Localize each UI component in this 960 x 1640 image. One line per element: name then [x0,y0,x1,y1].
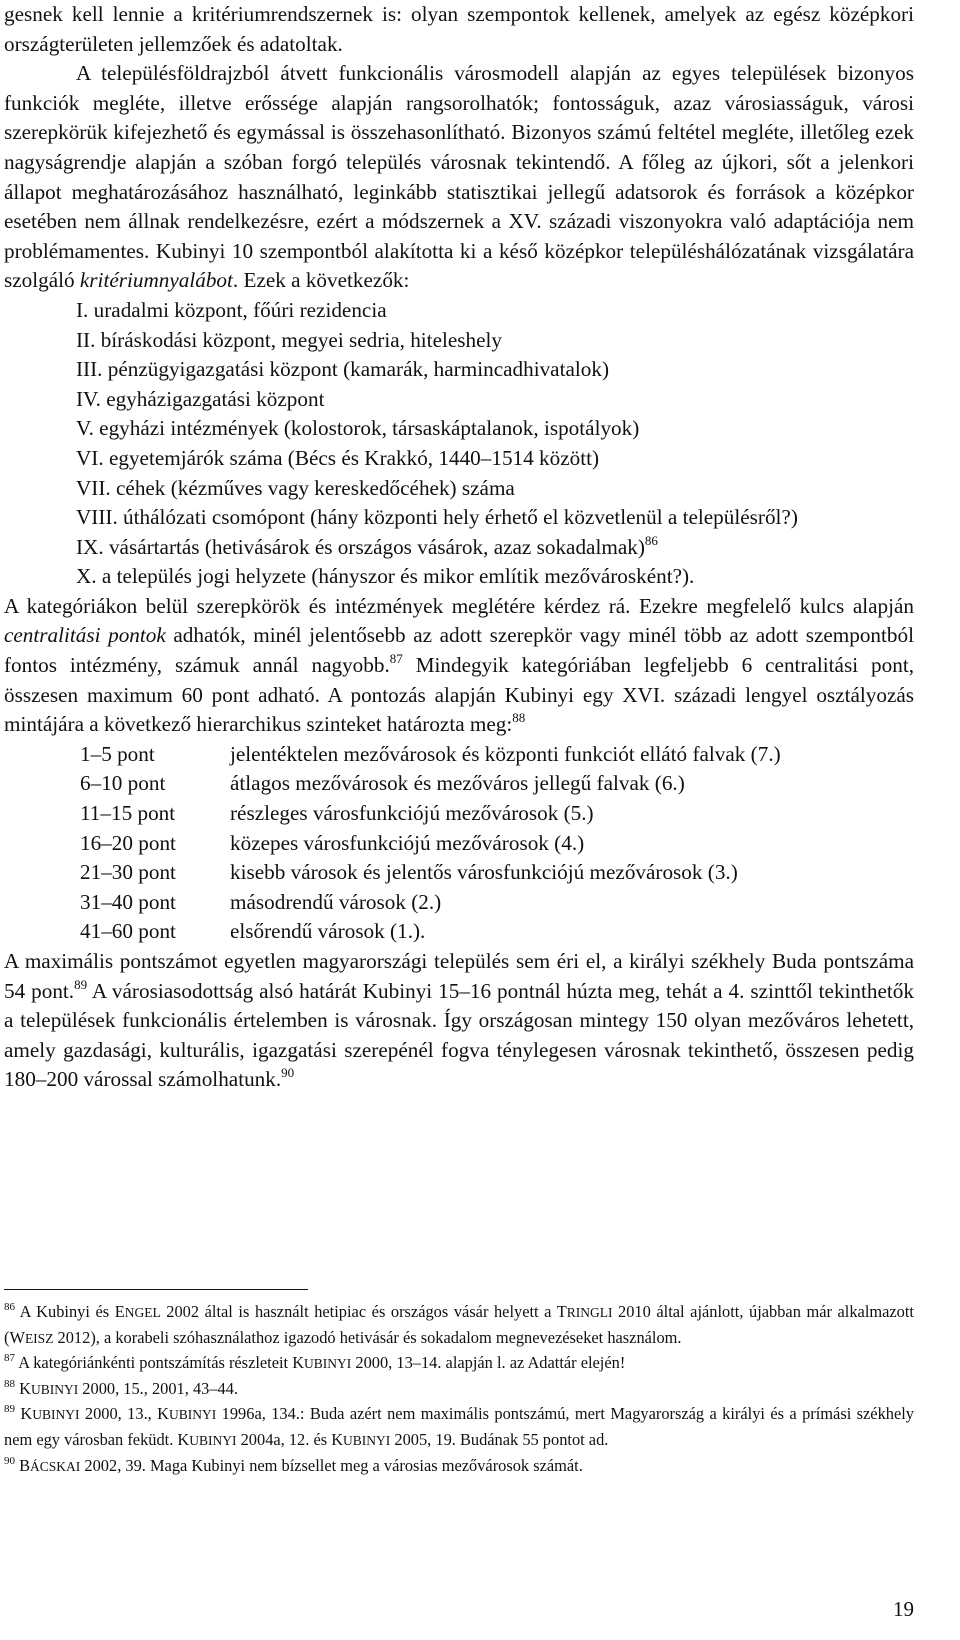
footnote-text: 2002, 39. Maga Kubinyi nem bízsellet meg a városias mezővárosok számát. [80,1455,583,1475]
footnote-86 [4,1300,914,1351]
footnote-text: A kategóriánkénti pontszámítás részleteit K [18,1353,305,1373]
criterion-item: VII. céhek (kézműves vagy kereskedőcéhek) száma [76,475,515,500]
author-smallcaps: UBINYI [189,1432,237,1448]
level-description: elsőrendű városok (1.). [230,919,426,944]
footnote-text: 2000, 13–14. alapján l. az Adattár elején! [351,1353,626,1373]
footnote-number: 86 [4,1301,15,1313]
criterion-item [4,533,914,563]
footnote-separator [4,1289,308,1290]
paragraph-3-text-a: A kategóriákon belül szerepkörök és intézmények meglétére kérdez rá. Ezekre megfelelő kulcs alapján [4,593,914,618]
hierarchy-levels-table [80,740,781,947]
paragraph-3 [4,592,914,740]
footnote-number: 90 [4,1454,15,1467]
footnote-text: K [20,1404,33,1424]
paragraph-2 [4,59,914,296]
footnote-text: 1996a, 134.: Buda azért nem maximális pontszámú, mert Magyarország a királyi és a prímási székhely nem egy városban feküdt. K [4,1404,914,1449]
paragraph-2-italic-term: kritériumnyalábot [79,268,233,293]
table-row [80,858,781,888]
criterion-item: II. bíráskodási központ, megyei sedria, hiteleshely [76,327,502,352]
table-row [80,769,781,799]
paragraph-2-text-a: A településföldrajzból átvett funkcionális városmodell alapján az egyes települések bizonyos funkciók megléte, illetve erőssége alapján rangsorolhatók; fontosságuk, azaz városiasságuk, városi szerepkörük kifejezhető és egymással is összehasonlítható. Bizonyos számú feltétel megléte, illetőleg ezek nagyságrendje alapján a szóban forgó település városnak tekintendő. A főleg az újkori, sőt a jelenkori állapot meghatározásához használható, leginkább statisztikai jellegű adatsorok és források a középkor esetében nem állnak rendelkezésre, ezért a módszernek a XV. századi viszonyokra való adaptációja nem problémamentes. Kubinyi 10 szempontból alakította ki a késő középkor településhálózatának vizsgálatára szolgáló [4,61,914,293]
author-smallcaps: ÁCSKAI [30,1458,81,1474]
level-description: közepes városfunkciójú mezővárosok (4.) [230,830,585,855]
criterion-item: VI. egyetemjárók száma (Bécs és Krakkó, 1440–1514 között) [76,445,600,470]
footnote-88 [4,1377,914,1403]
author-smallcaps: NGEL [124,1305,161,1320]
footnotes [4,1300,914,1479]
paragraph-3-italic-term: centralitási pontok [4,623,166,648]
level-range: 41–60 pont [80,919,176,944]
criteria-list [4,296,914,592]
footnote-87 [4,1351,914,1377]
level-description: részleges városfunkciójú mezővárosok (5.) [230,801,594,826]
paragraph-4-text-b: A városiasodottság alsó határát Kubinyi 15–16 pontnál húzta meg, tehát a 4. szinttől tekinthetők a települések funkcionális értelemben is városnak. Így országosan mintegy 150 olyan mezőváros lehetett, amely gazdasági, kulturális, igazgatási szerepénél fogva ténylegesen városnak tekinthető, összesen pedig 180–200 várossal számolhatunk. [4,978,914,1092]
criterion-item: X. a település jogi helyzete (hányszor és mikor említik mezővárosként?). [76,564,695,589]
level-description: kisebb városok és jelentős városfunkciójú mezővárosok (3.) [230,860,738,885]
author-smallcaps: UBINYI [343,1432,391,1448]
level-range: 6–10 pont [80,771,166,796]
footnote-ref[interactable]: 89 [74,976,88,992]
author-smallcaps: UBINYI [169,1407,217,1423]
footnote-text: 2000, 13., K [79,1404,170,1424]
table-row [80,799,781,829]
page-body [4,0,914,1095]
footnote-number: 88 [4,1377,15,1390]
table-row [80,888,781,918]
footnote-89 [4,1402,914,1453]
footnote-ref[interactable]: 90 [281,1065,295,1081]
footnote-text: 2002 által is használt hetipiac és országos vásár helyett a T [160,1302,567,1321]
author-smallcaps: UBINYI [304,1356,352,1372]
footnote-ref[interactable]: 88 [512,710,526,726]
footnote-text: B [19,1455,31,1475]
table-row [80,917,781,947]
footnote-text: 2012), a korabeli szóhasználathoz igazodó hetivásár és sokadalom megnevezéseket használom. [53,1327,682,1347]
paragraph-2-text-b: . Ezek a következők: [232,268,410,293]
table-row [80,740,781,770]
footnote-ref[interactable]: 87 [389,651,403,667]
criterion-item: V. egyházi intézmények (kolostorok, társaskáptalanok, ispotályok) [76,416,640,441]
level-range: 21–30 pont [80,860,176,885]
footnote-ref[interactable]: 86 [644,532,658,548]
paragraph-1 [4,0,914,59]
footnote-text: 2010 által ajánlott, újabban már alkalmazott (W [4,1302,914,1347]
author-smallcaps: RINGLI [566,1305,613,1320]
criterion-item: VIII. úthálózati csomópont (hány központi hely érhető el közvetlenül a településről?) [76,505,798,530]
footnote-text: 2005, 19. Budának 55 pontot ad. [390,1429,609,1449]
footnote-text: A Kubinyi és E [19,1302,125,1321]
paragraph-3-text-b: adhatók, minél jelentősebb az adott szerepkör vagy minél több az adott szempontból fontos intézmény, számuk annál nagyobb. [4,623,914,678]
paragraph-4 [4,947,914,1095]
footnote-number: 89 [4,1403,15,1416]
footnote-number: 87 [4,1352,15,1365]
table-row [80,829,781,859]
level-range: 11–15 pont [80,801,176,826]
footnote-text: K [19,1378,31,1398]
criterion-item: I. uradalmi központ, főúri rezidencia [76,297,387,322]
level-description: másodrendű városok (2.) [230,889,442,914]
paragraph-1-text: gesnek kell lennie a kritériumrendszernek is: olyan szempontok kellenek, amelyek az egész középkori országterületen jellemzőek és adatoltak. [4,2,914,56]
author-smallcaps: EISZ [24,1330,54,1346]
paragraph-3-text-c: Mindegyik kategóriában legfeljebb 6 centralitási pont, összesen maximum 60 pont adható. A pontozás alapján Kubinyi egy XVI. századi lengyel osztályozás mintájára a következő hierarchikus szinteket határozta meg: [4,653,914,737]
level-range: 16–20 pont [80,830,176,855]
paragraph-4-text-a: A maximális pontszámot egyetlen magyarországi település sem éri el, a királyi székhely Buda pontszáma 54 pont. [4,949,914,1003]
footnote-text: 2004a, 12. és K [236,1429,344,1449]
level-range: 31–40 pont [80,889,176,914]
criterion-item: IV. egyházigazgatási központ [76,386,325,411]
author-smallcaps: UBINYI [32,1407,80,1423]
level-range: 1–5 pont [80,741,155,766]
page-number: 19 [893,1597,914,1621]
footnote-text: 2000, 15., 2001, 43–44. [78,1378,239,1398]
level-description: átlagos mezővárosok és mezőváros jellegű falvak (6.) [230,771,685,796]
footnote-90 [4,1454,914,1480]
criterion-text: IX. vásártartás (hetivásárok és országos vásárok, azaz sokadalmak) [76,534,645,559]
criterion-item: III. pénzügyigazgatási központ (kamarák, harmincadhivatalok) [76,357,609,382]
author-smallcaps: UBINYI [30,1381,79,1397]
level-description: jelentéktelen mezővárosok és központi funkciót ellátó falvak (7.) [230,741,781,766]
